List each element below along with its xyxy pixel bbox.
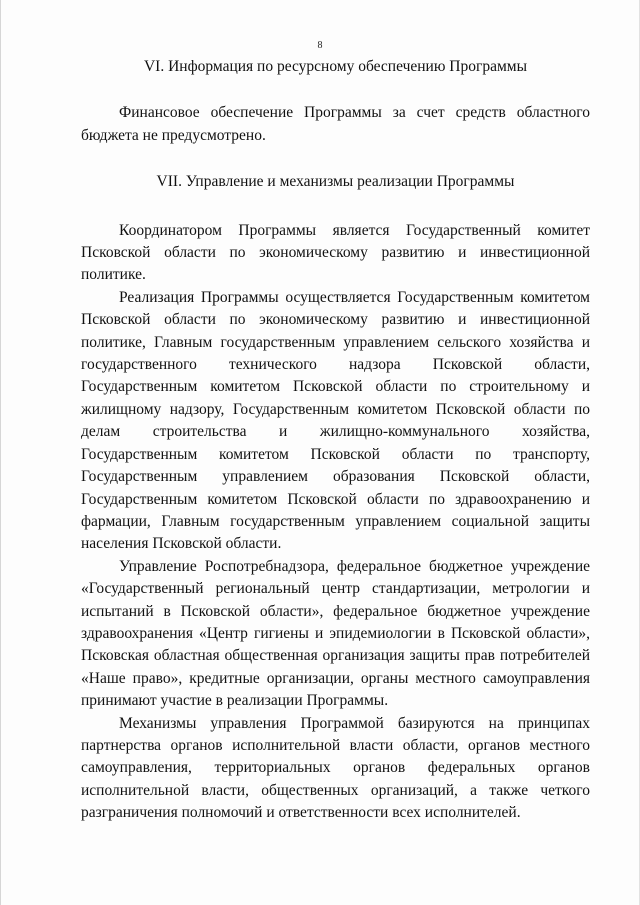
- section-6-paragraph: Финансовое обеспечение Программы за счет средств областного бюджета не предусмотрено.: [81, 104, 590, 144]
- section-7-heading: VII. Управление и механизмы реализации Программы: [156, 173, 515, 191]
- section-7-paragraph-mechanisms: Механизмы управления Программой базируются на принципах партнерства органов исполнительной власти области, органов местного самоуправления, территориальных органов федеральных органов исполнительной власти, общественных организаций, а также четкого разграничения полномочий и ответственности всех исполнителей.: [81, 714, 590, 822]
- section-7-paragraph-participants: Управление Роспотребнадзора, федеральное бюджетное учреждение «Государственный региональный центр стандартизации, метрологии и испытаний в Псковской области», федеральное бюджетное учреждение здравоохранения «Центр гигиены и эпидемиологии в Псковской области», Псковская областная общественная организация защиты прав потребителей «Наше право», кредитные организации, органы местного самоуправления принимают участие в реализации Программы.: [81, 557, 590, 710]
- section-6-heading: VI. Информация по ресурсному обеспечению Программы: [143, 58, 528, 75]
- section-7-paragraph-coordinator: Координатором Программы является Государственный комитет Псковской области по экономическому развитию и инвестиционной политике.: [81, 221, 590, 284]
- section-7-paragraph-implementation: Реализация Программы осуществляется Государственным комитетом Псковской области по экономическому развитию и инвестиционной политике, Главным государственным управлением сельского хозяйства и государственного технического надзора Псковской области, Государственным комитетом Псковской области по строительному и жилищному надзору, Государственным комитетом Псковской области по делам строительства и жилищно-коммунального хозяйства, Государственным комитетом Псковской области по транспорту, Государственным управлением образования Псковской области, Государственным комитетом Псковской области по здравоохранению и фармации, Главным государственным управлением социальной защиты населения Псковской области.: [81, 288, 590, 553]
- page-number: 8: [317, 40, 323, 51]
- document-body: [81, 56, 590, 825]
